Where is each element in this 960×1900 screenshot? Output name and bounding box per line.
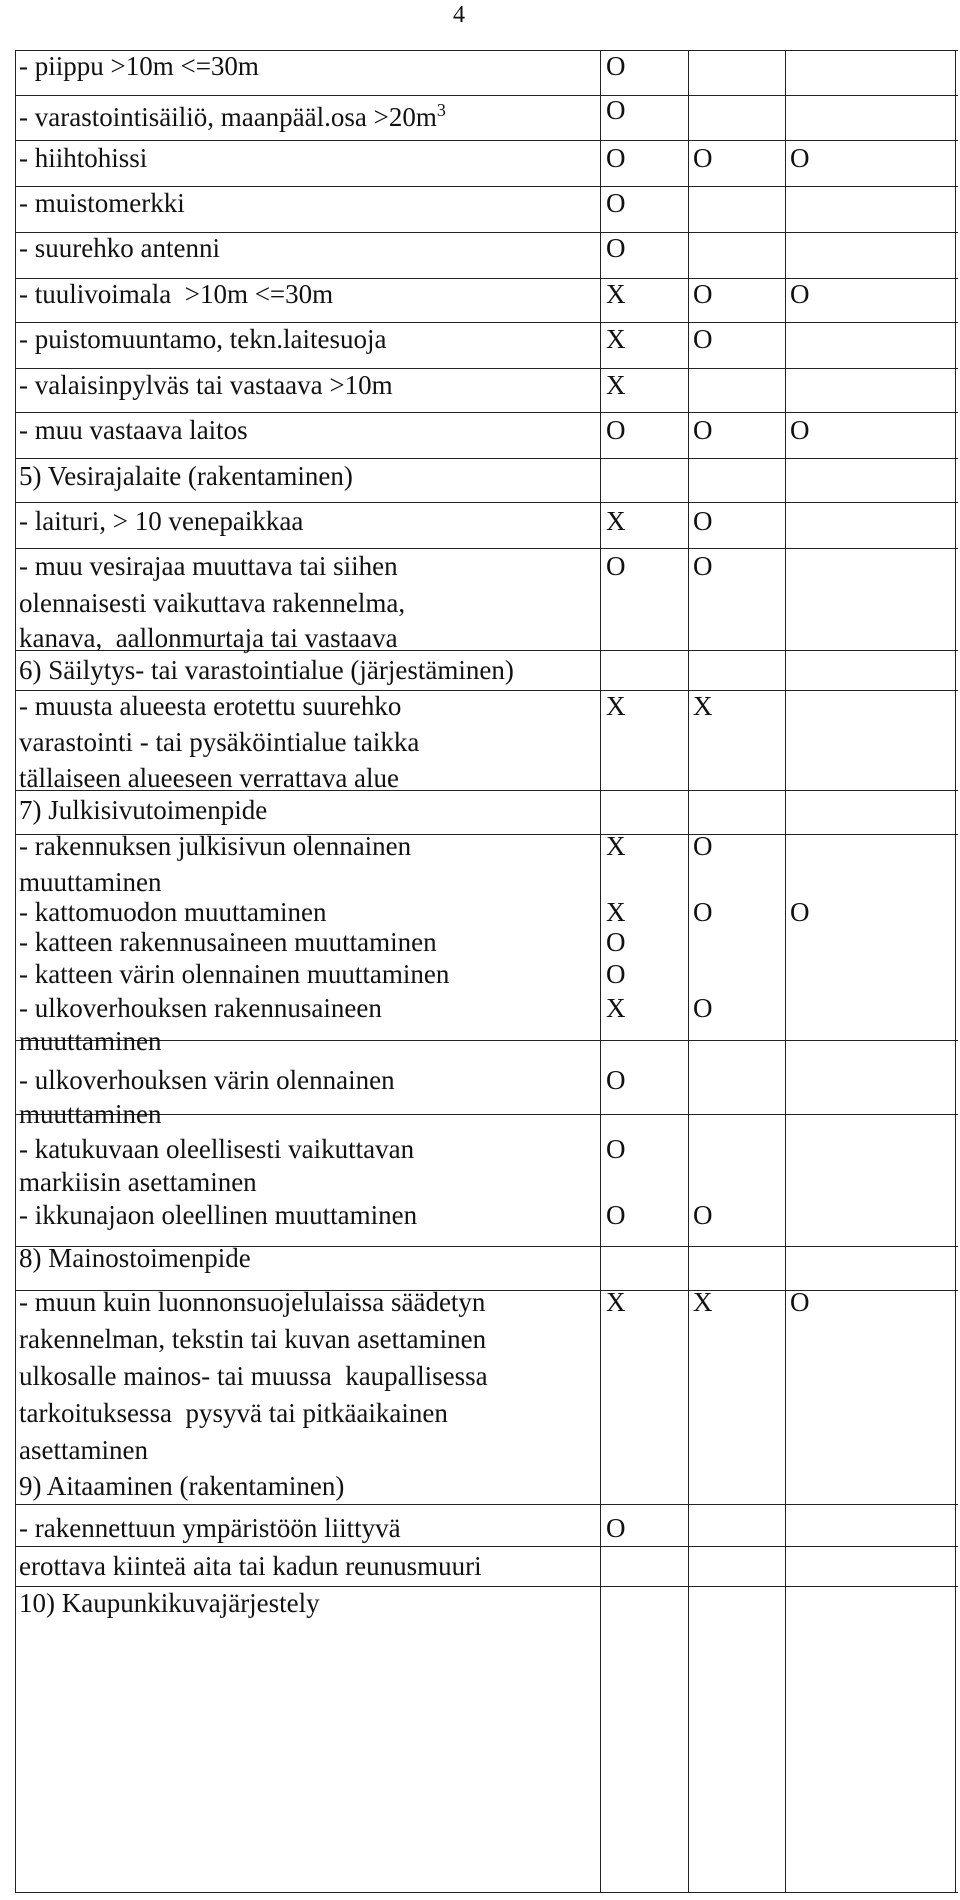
row-label: - puistomuuntamo, tekn.laitesuoja [19,324,387,354]
row-divider [15,1892,958,1893]
row-label: 9) Aitaaminen (rakentaminen) [19,1471,345,1501]
permit-mark: X [606,831,626,861]
permit-mark: O [693,415,713,445]
permit-mark: O [606,415,626,445]
permit-mark: O [790,415,810,445]
row-label: - ulkoverhouksen värin olennainen [19,1065,395,1095]
row-label: ulkosalle mainos- tai muussa kaupallisessa [19,1361,488,1391]
permit-mark: X [606,370,626,400]
row-label: - kattomuodon muuttaminen [19,897,327,927]
permit-mark: X [606,506,626,536]
row-label: - piippu >10m <=30m [19,51,259,81]
permit-mark: X [606,897,626,927]
row-label: 10) Kaupunkikuvajärjestely [19,1588,320,1618]
permit-mark: X [606,993,626,1023]
column-divider [955,50,956,1892]
row-label: muuttaminen [19,1099,162,1129]
permit-mark: O [606,959,626,989]
row-label: rakennelman, tekstin tai kuvan asettaminen [19,1324,487,1354]
permit-mark: O [606,1200,626,1230]
row-label: - varastointisäiliö, maanpääl.osa $>20m^3$ [19,100,446,132]
row-label: - ikkunajaon oleellinen muuttaminen [19,1200,418,1230]
row-label: tarkoituksessa pysyvä tai pitkäaikainen [19,1398,448,1428]
permit-mark: X [606,324,626,354]
permit-mark: X [606,691,626,721]
row-label: - ulkoverhouksen rakennusaineen [19,993,382,1023]
row-label: - rakennettuun ympäristöön liittyvä [19,1513,401,1543]
row-label: olennaisesti vaikuttava rakennelma, [19,588,406,618]
row-label: 8) Mainostoimenpide [19,1243,251,1273]
permit-mark: O [693,143,713,173]
row-label: - muistomerkki [19,188,185,218]
permit-mark: O [790,143,810,173]
permit-mark: O [693,1200,713,1230]
permit-mark: X [606,1287,626,1317]
permit-mark: O [606,1513,626,1543]
row-label: muuttaminen [19,867,162,897]
row-label: muuttaminen [19,1026,162,1056]
row-label: erottava kiinteä aita tai kadun reunusmuuri [19,1551,482,1581]
row-label: - katteen värin olennainen muuttaminen [19,959,450,989]
permit-mark: O [693,831,713,861]
row-label: varastointi - tai pysäköintialue taikka [19,727,420,757]
permit-mark: O [693,897,713,927]
permit-mark: O [790,1287,810,1317]
row-label: - muusta alueesta erotettu suurehko [19,691,402,721]
row-divider [15,140,958,141]
row-label: 5) Vesirajalaite (rakentaminen) [19,461,353,491]
permit-mark: O [606,188,626,218]
row-label: - valaisinpylväs tai vastaava >10m [19,370,393,400]
column-divider [785,50,786,1892]
row-label: asettaminen [19,1435,148,1465]
permit-mark: O [606,551,626,581]
row-label: - suurehko antenni [19,233,220,263]
permit-mark: O [693,506,713,536]
column-divider [688,50,689,1892]
row-label: 7) Julkisivutoimenpide [19,795,268,825]
row-label: - katukuvaan oleellisesti vaikuttavan [19,1134,415,1164]
row-label: 6) Säilytys- tai varastointialue (järjestäminen) [19,655,514,685]
permit-mark: O [606,51,626,81]
permit-mark: O [790,897,810,927]
column-divider [15,50,16,1892]
permit-mark: O [693,993,713,1023]
permit-mark: O [693,551,713,581]
column-divider [600,50,601,1892]
row-label: - muun kuin luonnonsuojelulaissa säädetyn [19,1287,486,1317]
row-label: - muu vastaava laitos [19,415,248,445]
row-label: - muu vesirajaa muuttava tai siihen [19,551,398,581]
permit-mark: O [606,1065,626,1095]
permit-mark: O [693,279,713,309]
permit-mark: X [606,279,626,309]
permit-mark: O [606,927,626,957]
permit-mark: O [693,324,713,354]
row-label: - tuulivoimala >10m <=30m [19,279,334,309]
row-label: markiisin asettaminen [19,1167,257,1197]
permit-mark: X [693,1287,713,1317]
page-number: 4 [453,2,465,28]
row-label: - katteen rakennusaineen muuttaminen [19,927,437,957]
row-label: kanava, aallonmurtaja tai vastaava [19,623,398,653]
row-label: - rakennuksen julkisivun olennainen [19,831,412,861]
permit-mark: O [606,95,626,125]
permit-mark: O [606,233,626,263]
permit-mark: X [693,691,713,721]
permit-mark: O [606,143,626,173]
permit-mark: O [790,279,810,309]
row-label: - hiihtohissi [19,143,148,173]
row-label: tällaiseen alueeseen verrattava alue [19,763,400,793]
row-label: - laituri, > 10 venepaikkaa [19,506,304,536]
permit-mark: O [606,1134,626,1164]
